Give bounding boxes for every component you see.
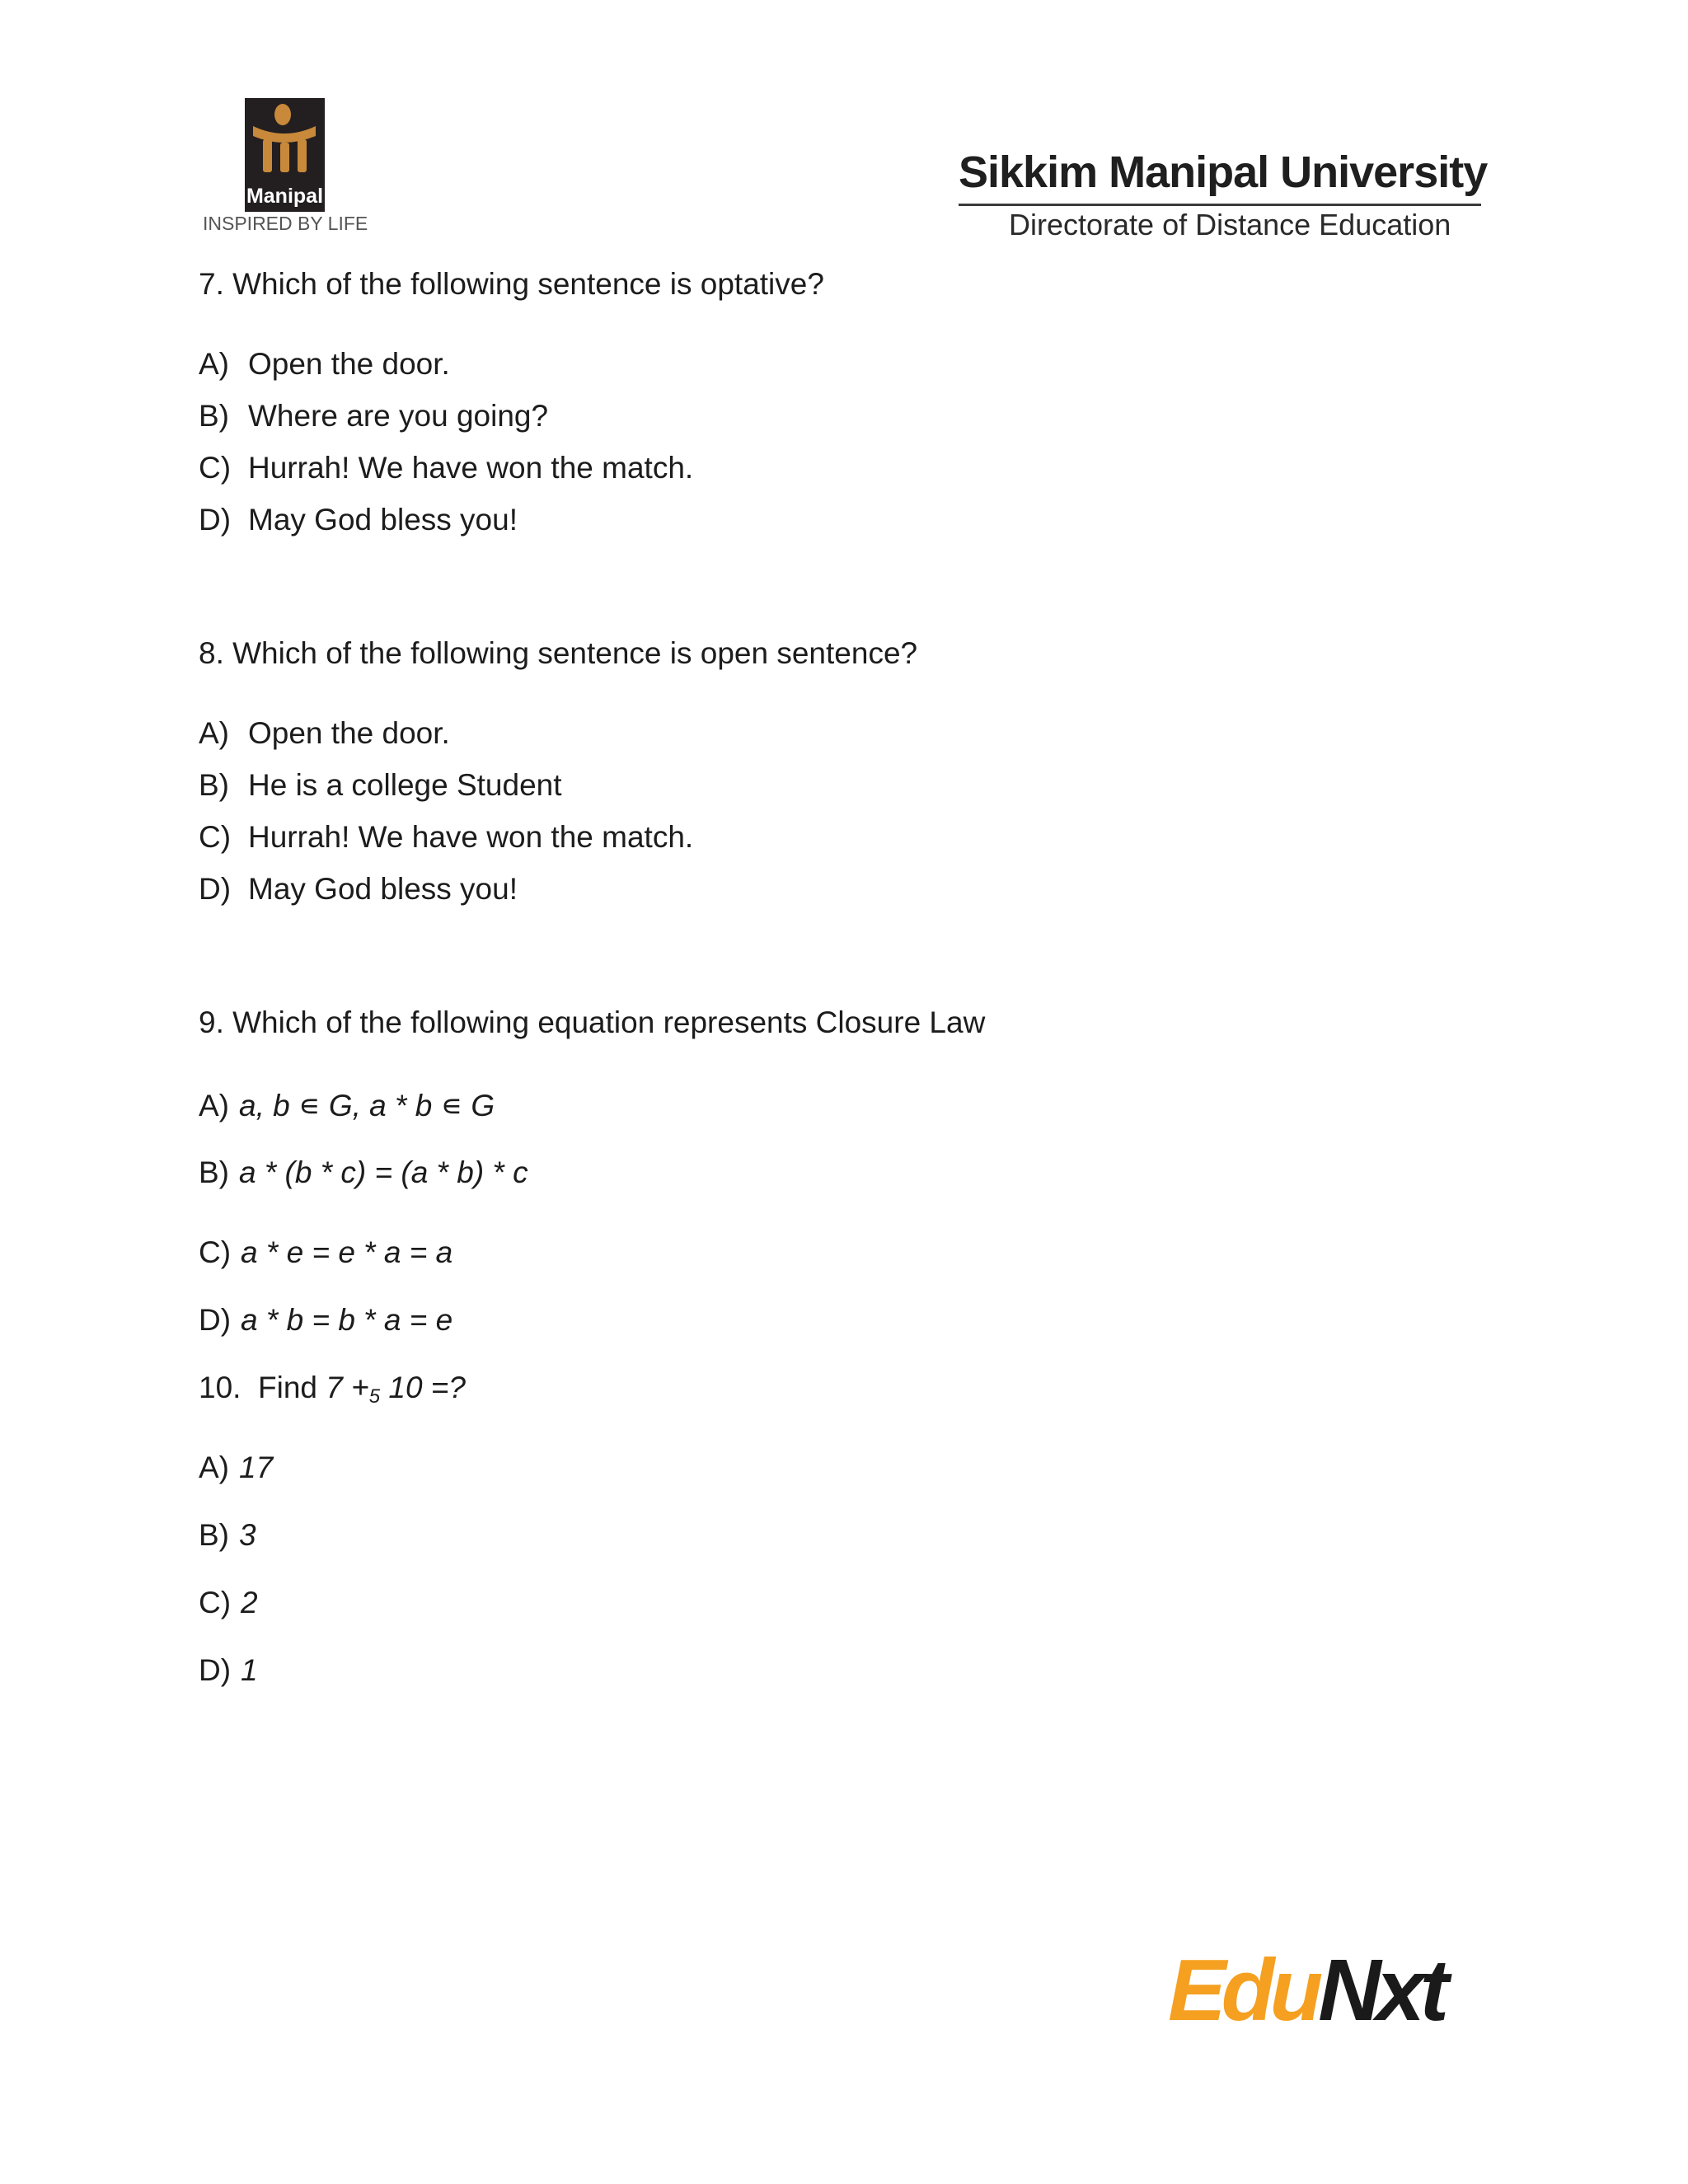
- university-name: Sikkim Manipal University: [959, 148, 1488, 197]
- logo-word: Manipal: [246, 185, 324, 208]
- question-10-option-b: [199, 1518, 256, 1553]
- option-text: May God bless you!: [248, 503, 518, 537]
- question-10: [199, 1371, 466, 1408]
- edunxt-logo: [1168, 1941, 1444, 2041]
- option-letter: B): [199, 399, 229, 433]
- option-letter: A): [199, 1089, 229, 1122]
- expression-left: 7 +: [326, 1371, 369, 1404]
- question-8-option-d: [199, 872, 518, 907]
- manipal-emblem-icon: [245, 98, 325, 189]
- option-text: Open the door.: [248, 347, 450, 381]
- option-letter: D): [199, 1303, 232, 1337]
- option-text: a, b ∊ G, a * b ∊ G: [239, 1089, 495, 1122]
- question-prefix: 10. Find: [199, 1371, 326, 1404]
- directorate-name: Directorate of Distance Education: [1009, 208, 1451, 241]
- option-text: 2: [241, 1586, 258, 1619]
- option-text: a * e = e * a = a: [241, 1235, 453, 1269]
- option-text: Hurrah! We have won the match.: [248, 820, 694, 854]
- option-letter: C): [199, 1586, 232, 1619]
- option-text: 17: [239, 1451, 274, 1484]
- logo-tagline: INSPIRED BY LIFE: [203, 213, 368, 234]
- question-7-option-b: [199, 399, 548, 434]
- question-8-option-c: [199, 820, 693, 855]
- question-8-option-a: [199, 716, 450, 751]
- option-text: Open the door.: [248, 716, 450, 750]
- option-letter: C): [199, 1235, 232, 1269]
- question-9-option-d: [199, 1303, 452, 1338]
- option-letter: A): [199, 716, 229, 750]
- question-9-option-c: [199, 1235, 452, 1270]
- option-text: a * (b * c) = (a * b) * c: [239, 1155, 528, 1189]
- option-text: He is a college Student: [248, 768, 562, 802]
- question-9-option-a: [199, 1088, 495, 1123]
- expression-right: 10 =?: [380, 1371, 466, 1404]
- question-10-option-d: [199, 1653, 258, 1688]
- brand-edu: Edu: [1168, 1942, 1319, 2039]
- manipal-logo: [245, 98, 325, 212]
- option-letter: D): [199, 872, 232, 906]
- question-9: 9. Which of the following equation represents Closure Law: [199, 1005, 986, 1039]
- question-7: 7. Which of the following sentence is optative?: [199, 267, 824, 301]
- option-letter: D): [199, 503, 232, 537]
- option-letter: A): [199, 347, 229, 381]
- option-letter: C): [199, 451, 232, 485]
- option-text: Where are you going?: [248, 399, 549, 433]
- option-letter: B): [199, 768, 229, 802]
- brand-nxt: Nxt: [1318, 1942, 1445, 2039]
- question-10-option-c: [199, 1586, 258, 1620]
- option-letter: B): [199, 1518, 229, 1552]
- option-text: a * b = b * a = e: [241, 1303, 453, 1337]
- question-7-option-d: [199, 503, 518, 537]
- question-7-option-c: [199, 451, 693, 485]
- question-8-option-b: [199, 768, 562, 803]
- option-letter: D): [199, 1653, 232, 1687]
- expression-subscript: 5: [368, 1385, 381, 1408]
- option-text: May God bless you!: [248, 872, 518, 906]
- option-letter: A): [199, 1451, 229, 1484]
- option-text: Hurrah! We have won the match.: [248, 451, 694, 485]
- option-text: 1: [241, 1653, 258, 1687]
- header-divider: [959, 204, 1481, 206]
- option-letter: C): [199, 820, 232, 854]
- question-9-option-b: [199, 1155, 528, 1190]
- question-8: 8. Which of the following sentence is open sentence?: [199, 636, 918, 670]
- option-letter: B): [199, 1155, 229, 1189]
- question-7-option-a: [199, 347, 450, 382]
- question-10-option-a: [199, 1451, 273, 1485]
- option-text: 3: [239, 1518, 256, 1552]
